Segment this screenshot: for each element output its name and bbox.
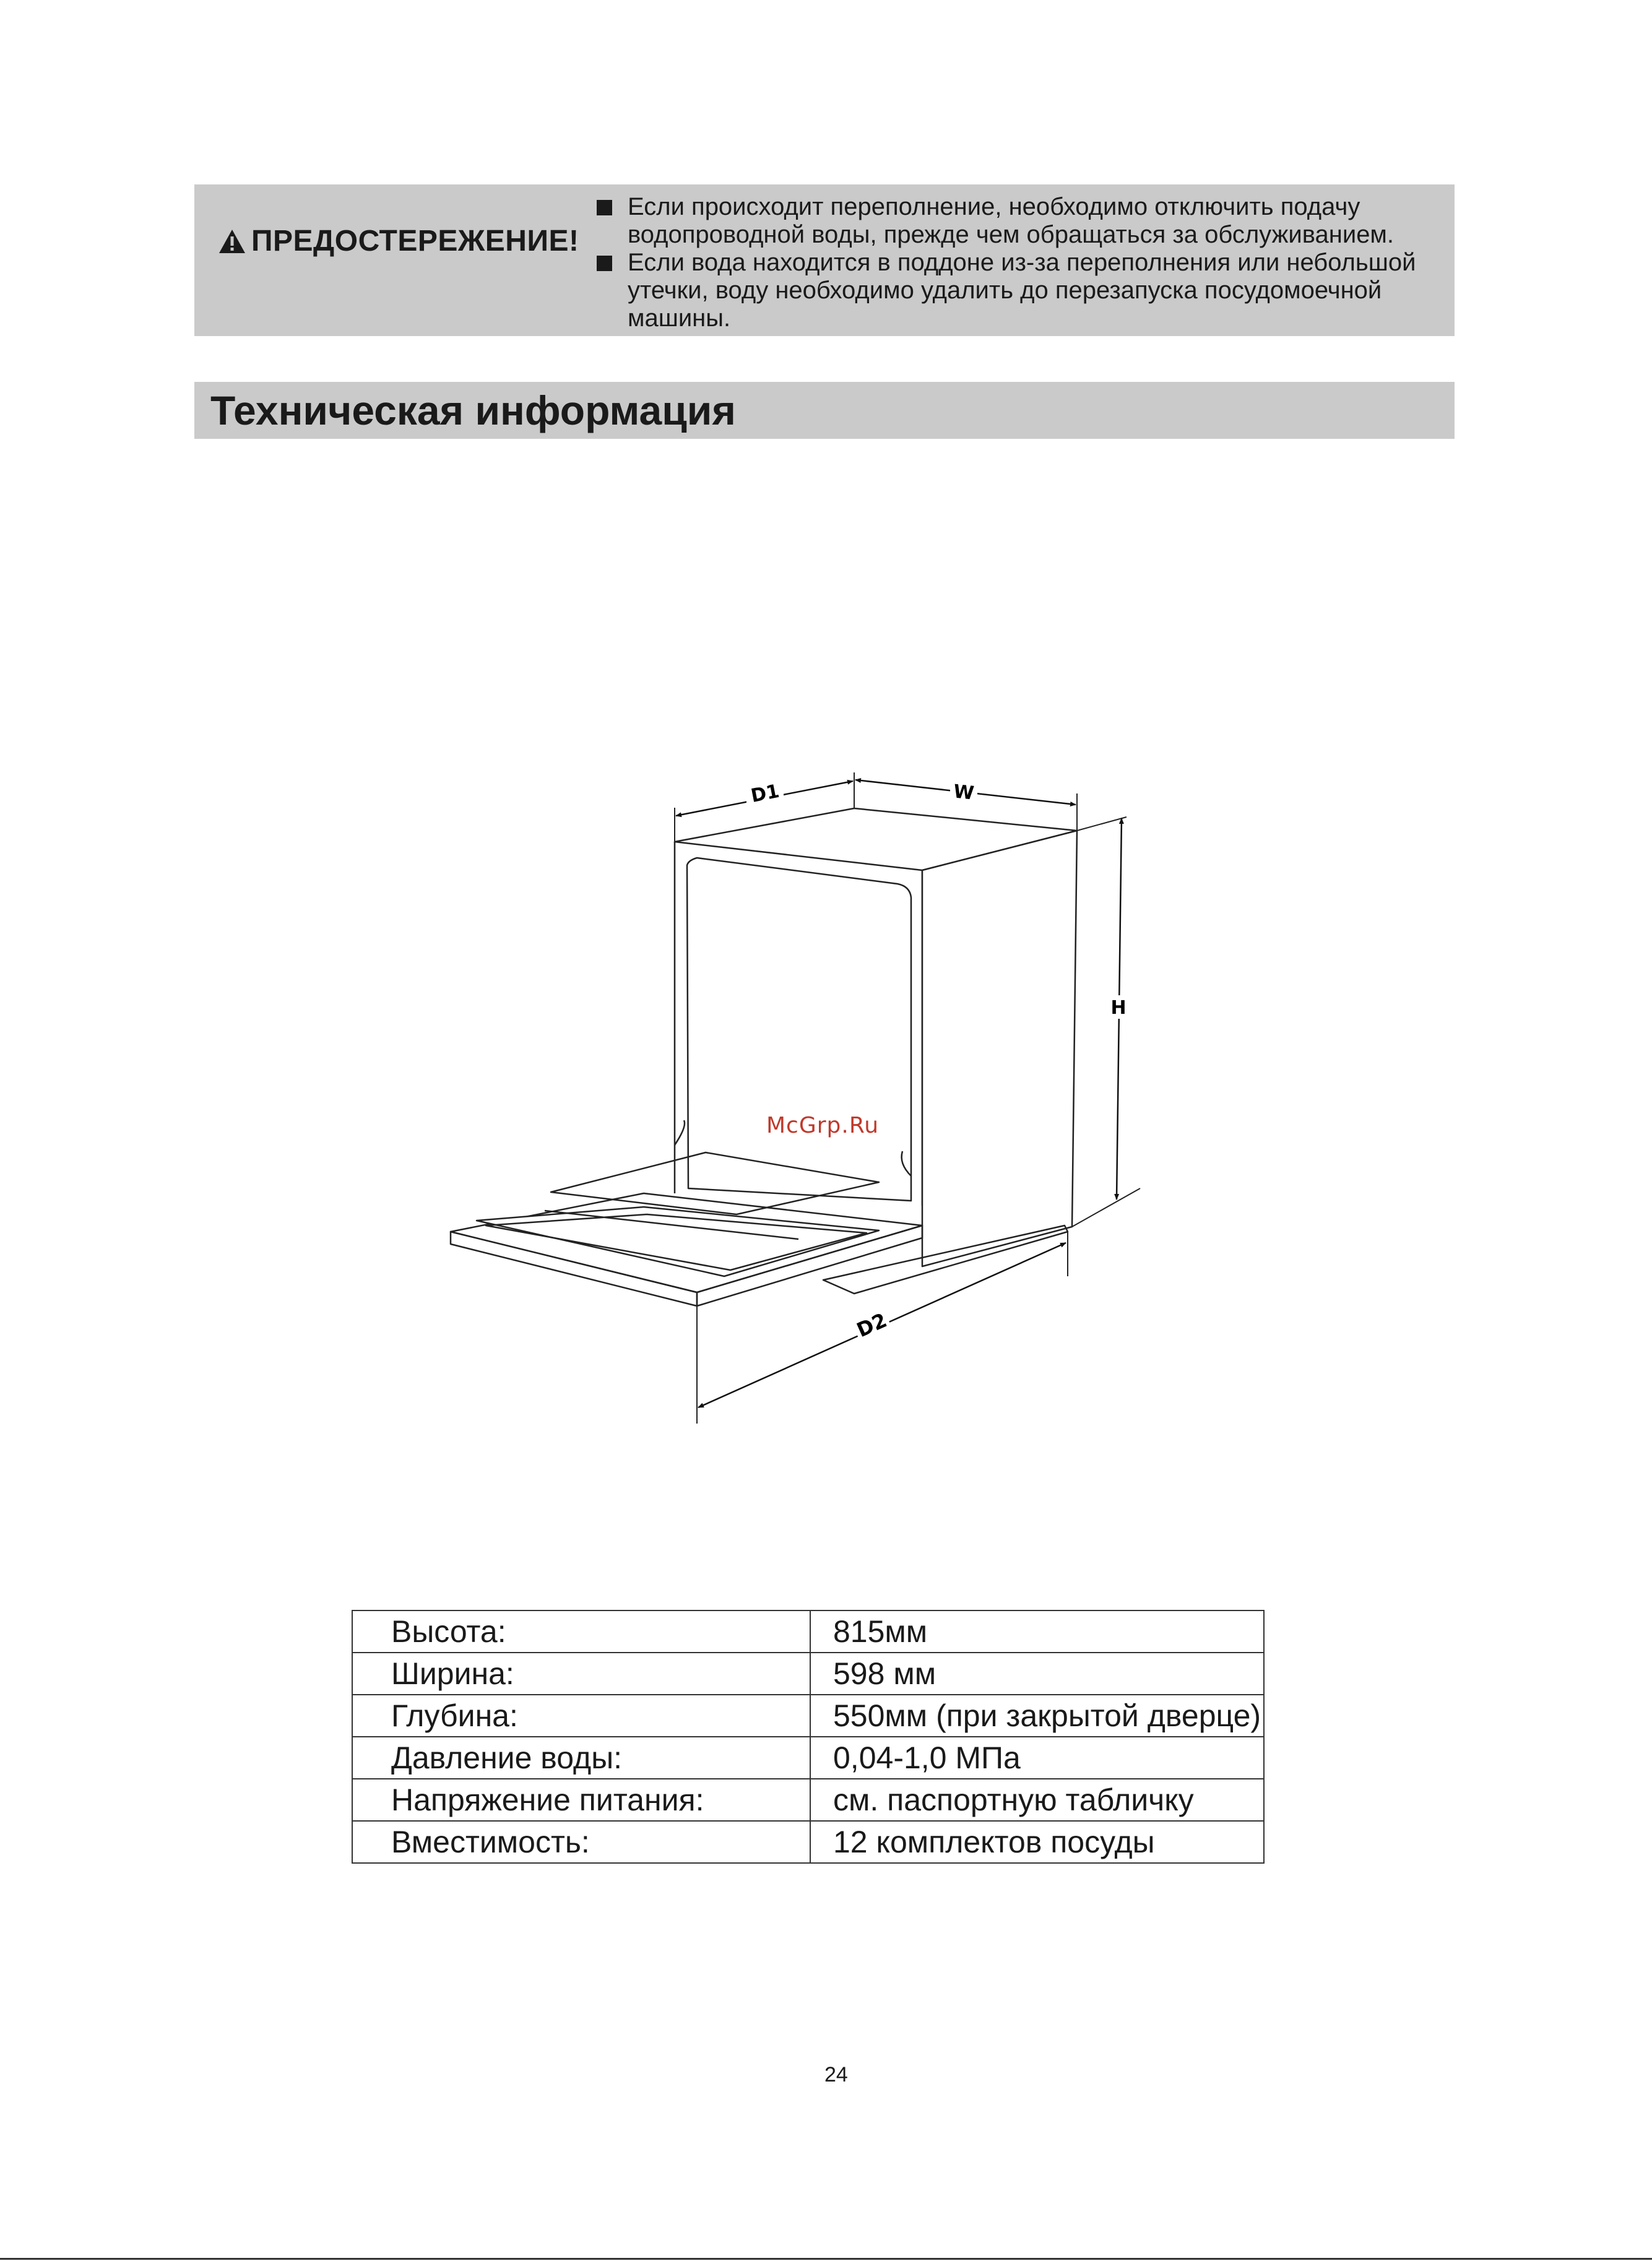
spec-value: см. паспортную табличку — [810, 1779, 1264, 1821]
dimension-label-d1: D1 — [749, 780, 781, 808]
spec-label: Глубина: — [352, 1695, 810, 1737]
table-row — [352, 1779, 1264, 1821]
warning-line: Если происходит переполнение, необходимо отключить подачу — [628, 193, 1360, 220]
section-header — [194, 382, 1455, 439]
dimension-label-w: W — [952, 780, 975, 805]
spec-label: Вместимость: — [352, 1821, 810, 1863]
warning-title: ПРЕДОСТЕРЕЖЕНИЕ! — [251, 225, 579, 257]
table-row — [352, 1610, 1264, 1653]
square-bullet-icon — [597, 256, 612, 271]
warning-line: машины. — [628, 305, 731, 332]
spec-value: 550мм (при закрытой дверце) — [810, 1695, 1264, 1737]
table-row — [352, 1695, 1264, 1737]
spec-value: 0,04-1,0 МПа — [810, 1737, 1264, 1779]
table-row — [352, 1653, 1264, 1695]
spec-label: Напряжение питания: — [352, 1779, 810, 1821]
spec-label: Высота: — [352, 1610, 810, 1653]
warning-line: утечки, воду необходимо удалить до перезапуска посудомоечной — [628, 277, 1382, 304]
table-row — [352, 1737, 1264, 1779]
spec-label: Ширина: — [352, 1653, 810, 1695]
specifications-table — [352, 1610, 1265, 1864]
spec-label: Давление воды: — [352, 1737, 810, 1779]
warning-heading — [218, 224, 579, 258]
warning-line: водопроводной воды, прежде чем обращаться за обслуживанием. — [628, 221, 1395, 248]
square-bullet-icon — [597, 200, 612, 215]
warning-list — [597, 193, 1445, 332]
warning-box — [194, 184, 1455, 336]
table-row — [352, 1821, 1264, 1863]
warning-item — [597, 249, 1445, 332]
spec-value: 598 мм — [810, 1653, 1264, 1695]
dimension-label-d2: D2 — [853, 1308, 891, 1342]
spec-value: 815мм — [810, 1610, 1264, 1653]
warning-triangle-icon — [218, 228, 246, 254]
watermark: McGrp.Ru — [766, 1113, 880, 1138]
page-number: 24 — [824, 2063, 848, 2086]
section-title: Техническая информация — [210, 387, 736, 433]
warning-line: Если вода находится в поддоне из-за переполнения или небольшой — [628, 249, 1416, 276]
page-bottom-divider — [0, 2258, 1652, 2260]
warning-item — [597, 193, 1445, 249]
spec-value: 12 комплектов посуды — [810, 1821, 1264, 1863]
dishwasher-dimension-diagram — [433, 755, 1176, 1448]
dimension-label-h: H — [1110, 997, 1127, 1019]
